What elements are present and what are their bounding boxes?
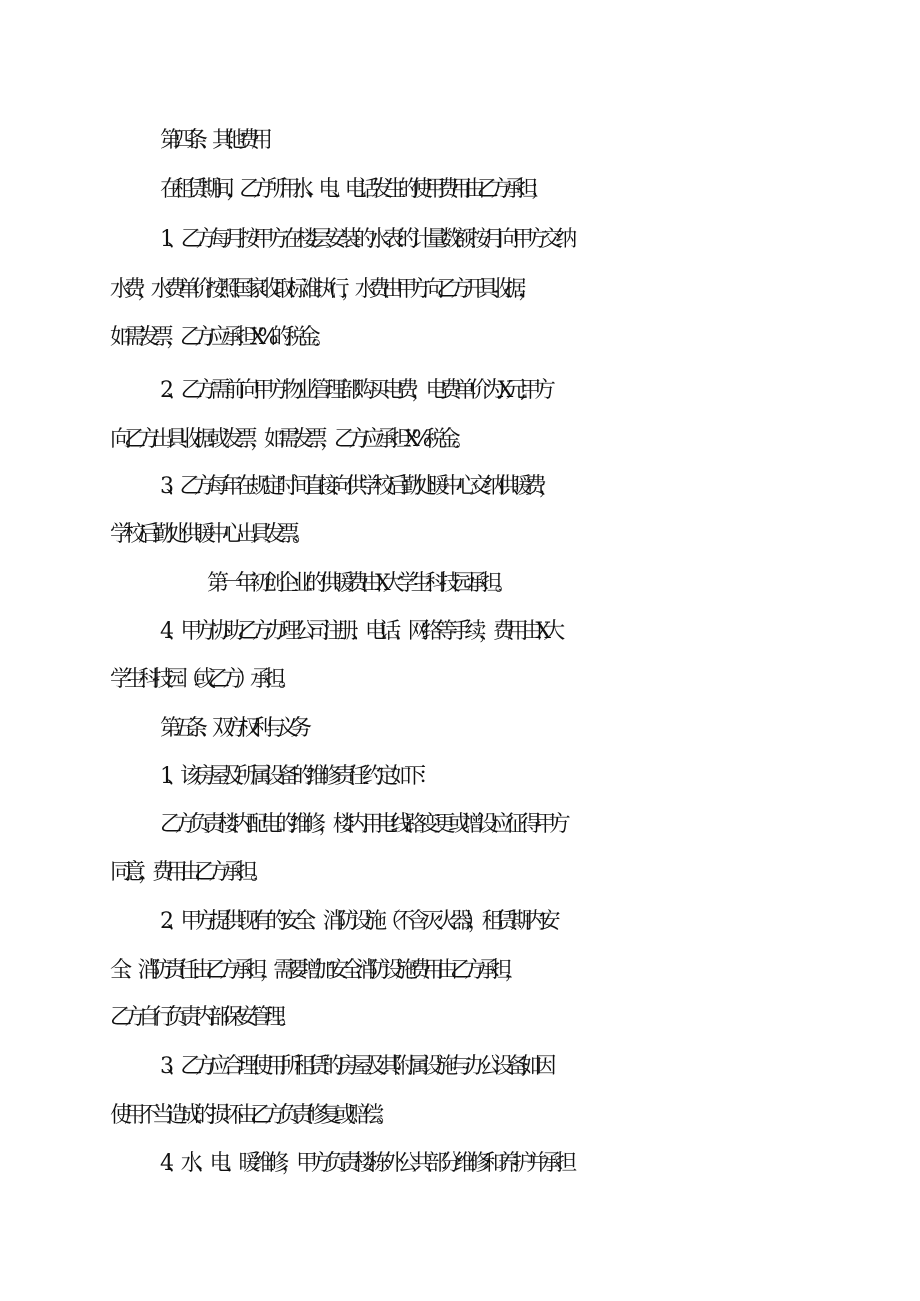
paragraph-line: 3、乙方每年在规定时间直接向供学校后勤处暖中心交纳供暖费， — [160, 474, 553, 499]
paragraph-line: 学生科技园（或乙方）承担。 — [110, 667, 293, 692]
paragraph-line: 1、乙方每月按甲方在楼层安装的水表的计量数额按月向甲方交纳 — [160, 227, 570, 252]
article-four-heading: 第四条、其他费用 — [160, 128, 265, 153]
paragraph-line: 乙方负责楼内配电的维修，楼内用电线路变更或增设应征得甲方 — [160, 812, 564, 837]
article-five-heading: 第五条、双方权利与义务 — [160, 716, 304, 741]
paragraph-line: 在租赁期间，乙方所用水、电、电话发生的使用费用由乙方承担； — [160, 177, 543, 202]
paragraph-line: 第一年初创企业的供暖费由X大学生科技园承担。 — [207, 571, 509, 596]
paragraph-line: 2、乙方需前向甲方物业管理部购买电费，电费单价为X元,甲方 — [160, 378, 549, 403]
paragraph-line: 4、水、电、暖维修，甲方负责楼栋外公共部分维修和养护并承担 — [160, 1151, 570, 1176]
paragraph-line: 向乙方出具收据或发票，如需发票，乙方应承担X%税金。 — [110, 427, 467, 452]
paragraph-line: 4、甲方协助乙方办理公司注册、电话、网络等手续，费用由X大 — [160, 619, 558, 644]
paragraph-line: 水费，水费单价按照国家收取标准执行，水费由甲方向乙方开具收据， — [110, 277, 532, 302]
paragraph-line: 如需发票，乙方应承担X%的税金。 — [110, 325, 327, 350]
paragraph-line: 学校后勤处供暖中心出具发票。 — [110, 522, 307, 547]
paragraph-line: 同意，费用由乙方承担。 — [110, 860, 265, 885]
paragraph-line: 1、该房屋及所属设备的维修责任约定如下： — [160, 764, 432, 789]
paragraph-line: 乙方自行负责内部保安管理。 — [110, 1005, 293, 1030]
paragraph-line: 使用不当造成的损坏由乙方负责修复或赔偿。 — [110, 1103, 391, 1128]
paragraph-line: 3、乙方应合理使用所租赁的房屋及其附属设施与办公设备,如因 — [160, 1054, 549, 1079]
paragraph-line: 全、消防责任由乙方承担，需要增加安全消防设施费用由乙方承担， — [110, 958, 519, 983]
paragraph-line: 2、甲方提供现有的安全、消防设施（不含灭火器），租赁期内安 — [160, 909, 553, 934]
